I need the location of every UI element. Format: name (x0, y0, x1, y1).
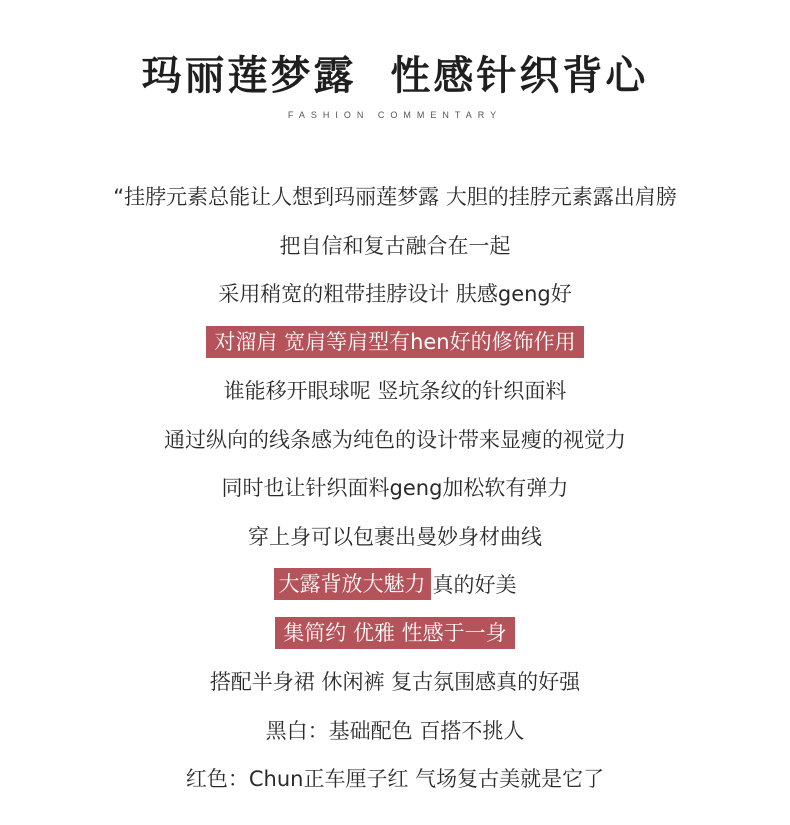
line-text: 红色：Chun正车厘子红 气场复古美就是它了 (185, 767, 605, 792)
line-text: 同时也让针织面料geng加松软有弹力 (221, 476, 569, 501)
line-text: 谁能移开眼球呢 竖坑条纹的针织面料 (223, 379, 567, 404)
text-line-partial-highlight (0, 560, 790, 609)
line-text: 真的好美 (432, 573, 517, 598)
text-line (0, 172, 790, 221)
text-line (0, 754, 790, 803)
text-line (0, 415, 790, 464)
line-text: “挂脖元素总能让人想到玛丽莲梦露 大胆的挂脖元素露出肩膀 (113, 185, 677, 210)
highlight-text: 集简约 优雅 性感于一身 (275, 617, 514, 649)
line-text: 黑白：基础配色 百搭不挑人 (265, 718, 525, 743)
text-line (0, 706, 790, 755)
text-line (0, 657, 790, 706)
line-text: 穿上身可以包裹出曼妙身材曲线 (248, 524, 542, 549)
line-text: 搭配半身裙 休闲裤 复古氛围感真的好强 (209, 670, 581, 695)
text-line-highlighted (0, 318, 790, 367)
line-text: 通过纵向的线条感为纯色的设计带来显瘦的视觉力 (164, 427, 626, 452)
highlight-text: 对溜肩 宽肩等肩型有hen好的修饰作用 (206, 326, 583, 358)
line-text: 采用稍宽的粗带挂脖设计 肤感geng好 (218, 282, 572, 307)
page-title: 玛丽莲梦露 性感针织背心 (141, 53, 649, 99)
text-line-highlighted (0, 609, 790, 658)
commentary-body (0, 172, 790, 803)
text-line (0, 512, 790, 561)
text-line (0, 269, 790, 318)
text-line (0, 366, 790, 415)
text-line (0, 463, 790, 512)
page-subtitle: FASHION COMMENTARY (287, 110, 503, 120)
highlight-text: 大露背放大魅力 (274, 568, 431, 600)
text-line (0, 221, 790, 270)
line-text: 把自信和复古融合在一起 (279, 233, 511, 258)
